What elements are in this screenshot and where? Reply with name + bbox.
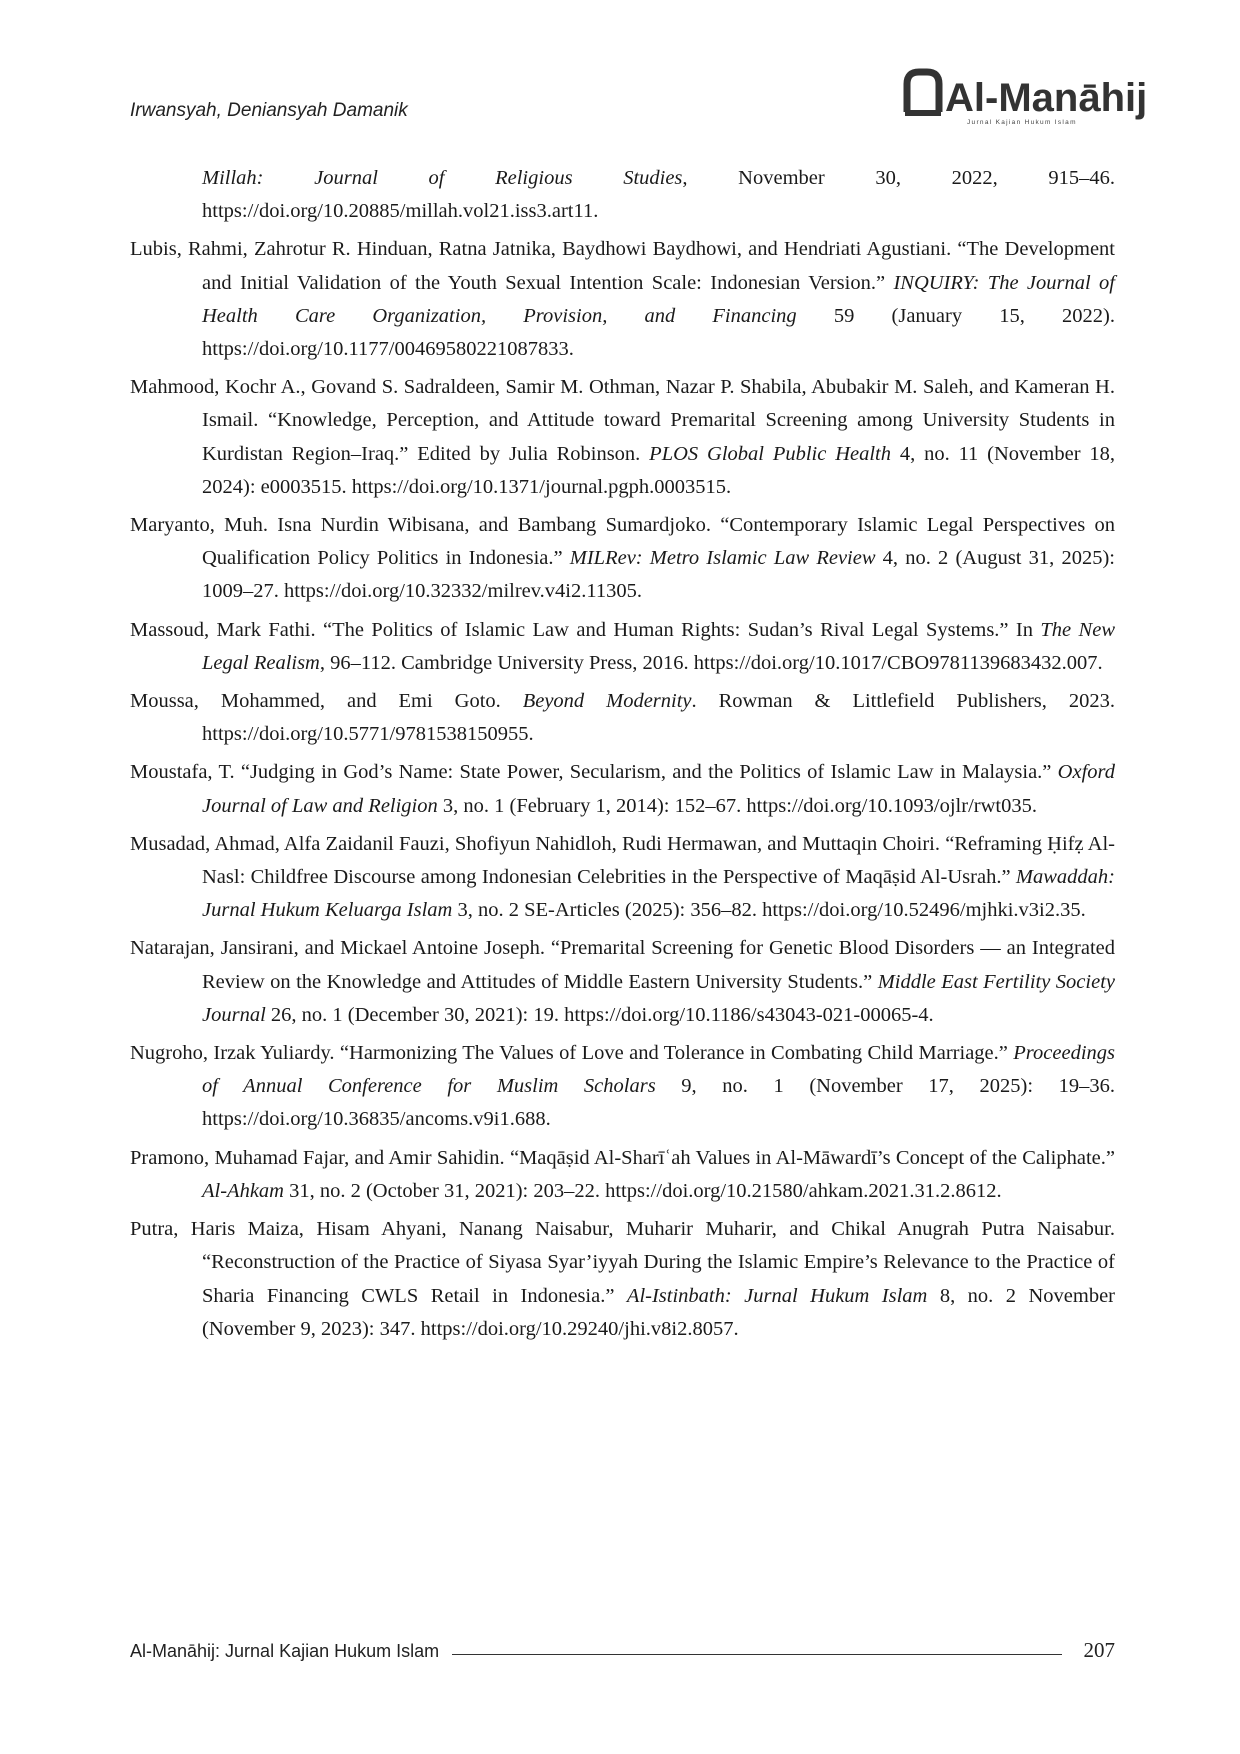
reference-source-title: Al-Ahkam — [202, 1179, 284, 1202]
logo-title: Al-Manāhij — [945, 76, 1148, 120]
reference-source-title: Proceedings of Annual Conference for Muslim Scholars — [202, 1042, 1115, 1098]
reference-text: 31, no. 2 (October 31, 2021): 203–22. https://doi.org/10.21580/ahkam.2021.31.2.8612. — [283, 1179, 1002, 1202]
reference-entry — [130, 371, 1115, 504]
reference-source-title: Al-Istinbath: Jurnal Hukum Islam — [626, 1284, 928, 1307]
footer-divider — [452, 1654, 1062, 1655]
footer-journal-title: Al-Manāhij: Jurnal Kajian Hukum Islam — [130, 1641, 440, 1661]
journal-logo-icon — [905, 66, 1148, 130]
reference-text: 3, no. 1 (February 1, 2014): 152–67. https://doi.org/10.1093/ojlr/rwt035. — [437, 794, 1037, 817]
reference-entry — [130, 509, 1115, 609]
page-footer — [130, 1638, 1115, 1667]
reference-entry — [130, 1213, 1115, 1346]
reference-source-title: Beyond Modernity — [522, 690, 692, 713]
reference-text: Lubis, Rahmi, Zahrotur R. Hinduan, Ratna Jatnika, Baydhowi Baydhowi, and Hendriati Agustiani. “The Development and Initial Validation of the Youth Sexual Intention Scale: Indonesian Version.” — [130, 238, 1115, 294]
reference-entry — [130, 1037, 1115, 1137]
page-number: 207 — [1083, 1638, 1115, 1662]
reference-text: Moussa, Mohammed, and Emi Goto. — [130, 690, 523, 713]
reference-source-title: The New Legal Realism — [202, 618, 1116, 674]
reference-text: Putra, Haris Maiza, Hisam Ahyani, Nanang Naisabur, Muharir Muharir, and Chikal Anugrah Putra Naisabur. “Reconstruction of the Practice of Siyasa Syar’iyyah During the Islamic Empire’s Relevance to the Practice of Sharia Financing CWLS Retail in Indonesia.” — [130, 1218, 1115, 1307]
reference-text: Nugroho, Irzak Yuliardy. “Harmonizing The Values of Love and Tolerance in Combating Child Marriage.” — [130, 1042, 1014, 1065]
reference-entry — [130, 1142, 1115, 1208]
reference-text: Natarajan, Jansirani, and Mickael Antoine Joseph. “Premarital Screening for Genetic Blood Disorders — an Integrated Review on the Knowledge and Attitudes of Middle Eastern University Students.” — [130, 937, 1115, 993]
reference-source-title: PLOS Global Public Health — [649, 442, 891, 465]
reference-entry — [130, 756, 1115, 822]
reference-entry — [130, 614, 1115, 680]
reference-text: Massoud, Mark Fathi. “The Politics of Islamic Law and Human Rights: Sudan’s Rival Legal Systems.” In — [130, 618, 1041, 641]
logo-subtitle: Jurnal Kajian Hukum Islam — [967, 119, 1077, 126]
reference-text: 4, no. 2 (August 31, 2025): 1009–27. https://doi.org/10.32332/milrev.v4i2.11305. — [202, 547, 1115, 603]
running-head-authors: Irwansyah, Deniansyah Damanik — [130, 100, 408, 121]
reference-text: 3, no. 2 SE-Articles (2025): 356–82. https://doi.org/10.52496/mjhki.v3i2.35. — [452, 899, 1086, 922]
reference-source-title: Oxford Journal of Law and Religion — [202, 761, 1115, 817]
reference-text: Maryanto, Muh. Isna Nurdin Wibisana, and Bambang Sumardjoko. “Contemporary Islamic Legal Perspectives on Qualification Policy Politics in Indonesia.” — [130, 514, 1115, 570]
reference-text: Musadad, Ahmad, Alfa Zaidanil Fauzi, Shofiyun Nahidloh, Rudi Hermawan, and Muttaqin Choiri. “Reframing Ḥifẓ Al-Nasl: Childfree Discourse among Indonesian Celebrities in the Perspective of Maqāṣid Al-Usrah.” — [130, 832, 1115, 889]
reference-text: Pramono, Muhamad Fajar, and Amir Sahidin. “Maqāṣid Al-Sharīʿah Values in Al-Māwardī’s Concept of the Caliphate.” — [130, 1146, 1115, 1169]
reference-text: , 96–112. Cambridge University Press, 2016. https://doi.org/10.1017/CBO9781139683432.007. — [319, 651, 1103, 674]
reference-entry — [130, 932, 1115, 1032]
reference-text: 26, no. 1 (December 30, 2021): 19. https://doi.org/10.1186/s43043-021-00065-4. — [265, 1003, 934, 1026]
journal-logo — [905, 66, 1148, 130]
reference-source-title: INQUIRY: The Journal of Health Care Organization, Provision, and Financing — [202, 271, 1116, 327]
reference-entry — [130, 233, 1115, 366]
reference-entry — [130, 685, 1115, 751]
reference-text: 9, no. 1 (November 17, 2025): 19–36. https://doi.org/10.36835/ancoms.v9i1.688. — [202, 1075, 1115, 1131]
reference-text: , November 30, 2022, 915–46. https://doi.org/10.20885/millah.vol21.iss3.art11. — [202, 167, 1115, 223]
reference-text: Moustafa, T. “Judging in God’s Name: State Power, Secularism, and the Politics of Islamic Law in Malaysia.” — [130, 761, 1058, 784]
reference-source-title: Middle East Fertility Society Journal — [202, 970, 1115, 1026]
reference-source-title: Mawaddah: Jurnal Hukum Keluarga Islam — [202, 866, 1115, 922]
reference-text: Mahmood, Kochr A., Govand S. Sadraldeen, Samir M. Othman, Nazar P. Shabila, Abubakir M. Saleh, and Kameran H. Ismail. “Knowledge, Perception, and Attitude toward Premarital Screening among University Students in Kurdistan Region–Iraq.” Edited by Julia Robinson. — [130, 376, 1115, 465]
reference-text: 59 (January 15, 2022). https://doi.org/10.1177/00469580221087833. — [202, 304, 1116, 361]
reference-text: 8, no. 2 November (November 9, 2023): 347. https://doi.org/10.29240/jhi.v8i2.8057. — [202, 1284, 1116, 1340]
reference-list — [130, 162, 1115, 1351]
reference-entry-continued — [130, 162, 1115, 228]
reference-text: 4, no. 11 (November 18, 2024): e0003515. https://doi.org/10.1371/journal.pgph.0003515. — [202, 442, 1116, 498]
reference-source-title: MILRev: Metro Islamic Law Review — [569, 547, 876, 570]
reference-source-title: Millah: Journal of Religious Studies — [202, 167, 683, 189]
reference-entry — [130, 828, 1115, 928]
reference-text: . Rowman & Littlefield Publishers, 2023. https://doi.org/10.5771/9781538150955. — [202, 690, 1115, 746]
